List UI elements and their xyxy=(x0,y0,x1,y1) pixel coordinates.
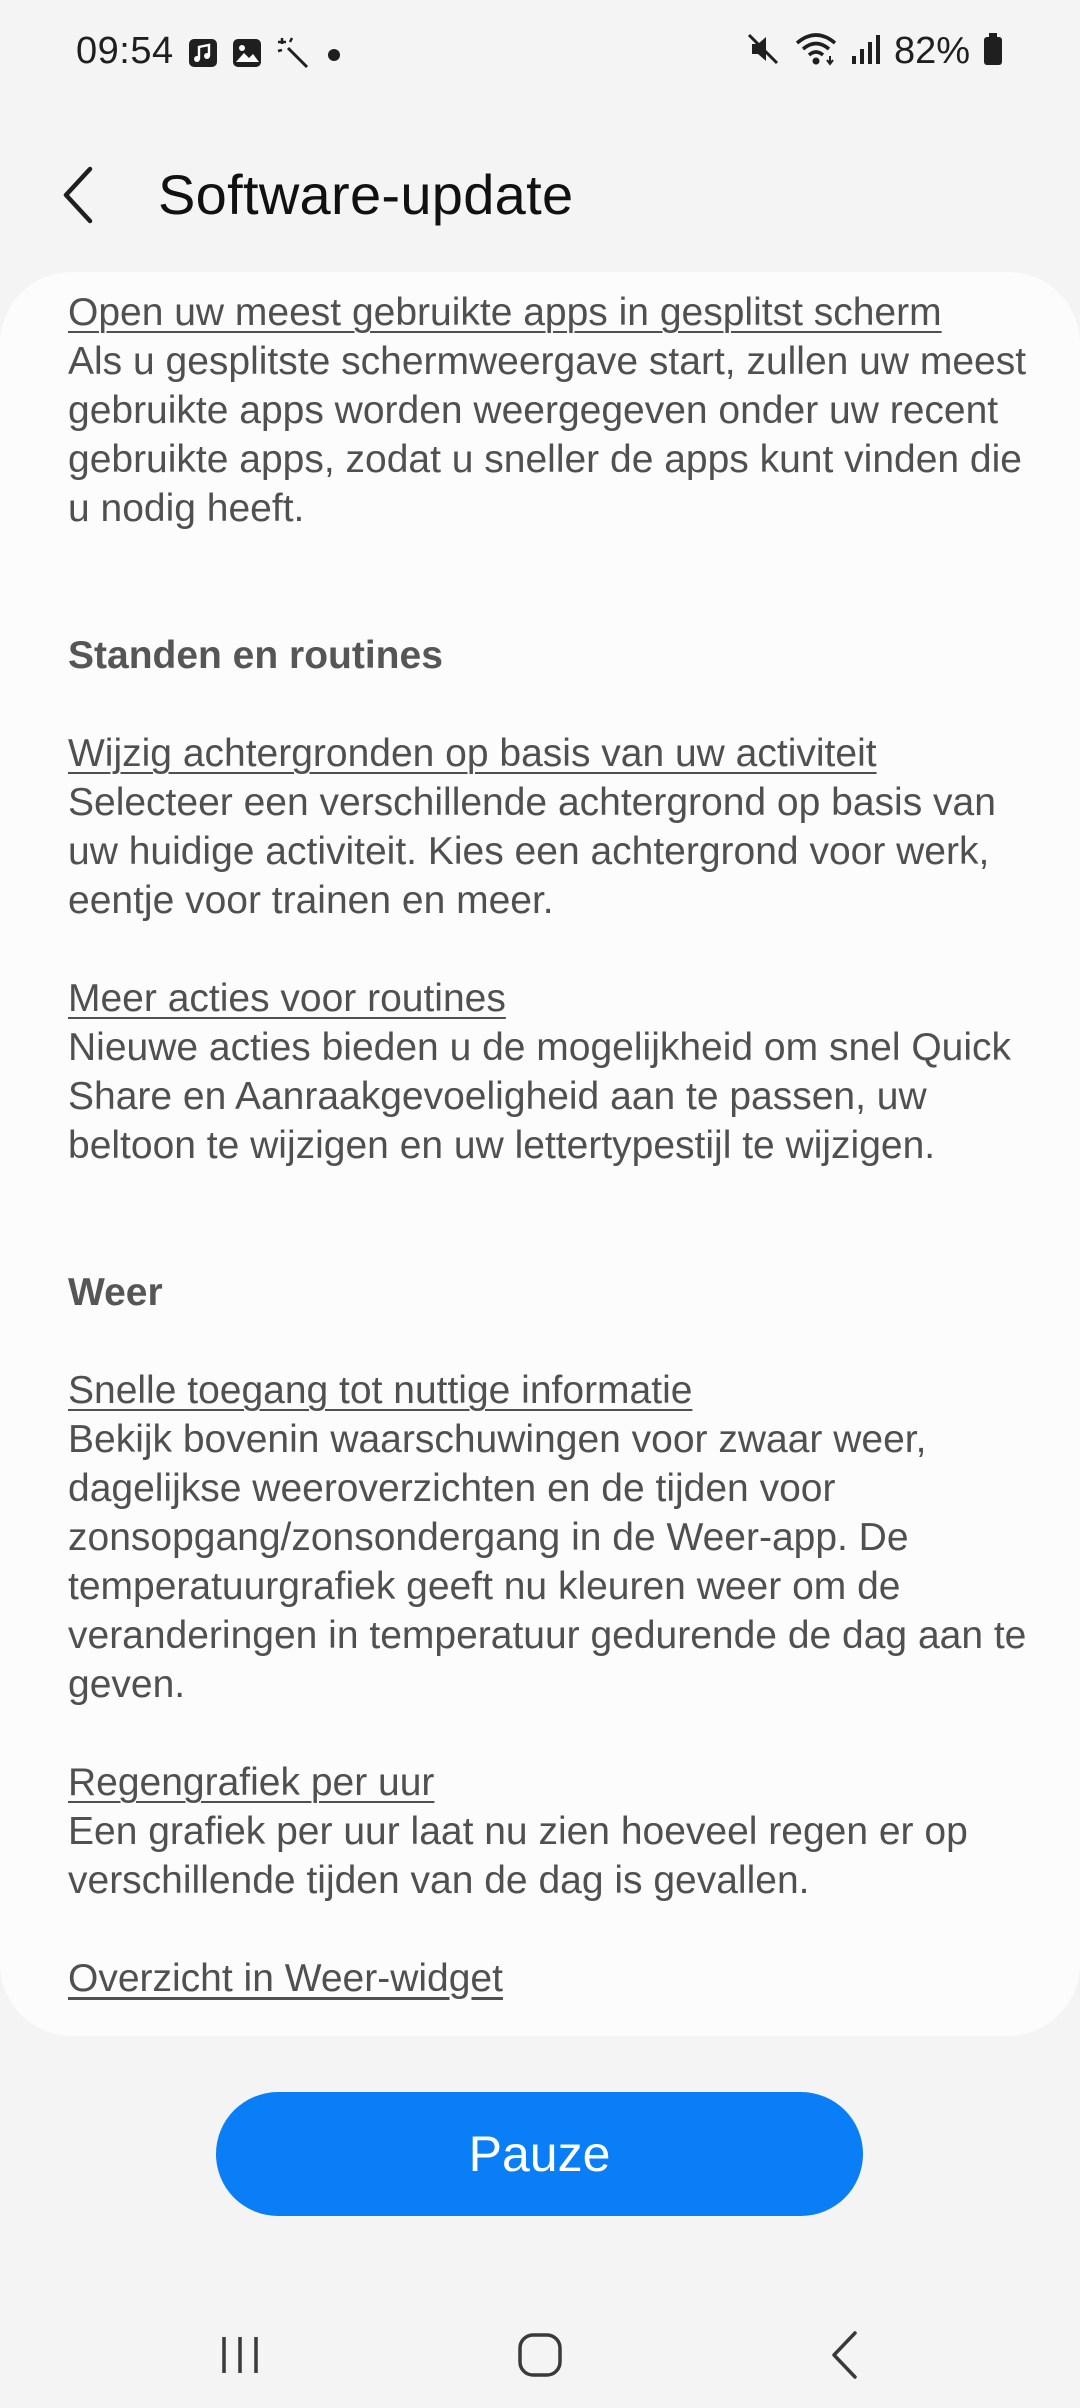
status-time: 09:54 xyxy=(76,30,174,72)
wifi-icon xyxy=(794,30,838,73)
feature-title-weather-widget[interactable]: Overzicht in Weer-widget xyxy=(68,1957,503,2000)
feature-title-wallpapers[interactable]: Wijzig achtergronden op basis van uw activiteit xyxy=(68,732,877,775)
page-title: Software-update xyxy=(158,163,574,226)
recent-apps-icon xyxy=(218,2333,262,2377)
back-nav-icon xyxy=(829,2330,859,2380)
feature-title-quick-access[interactable]: Snelle toegang tot nuttige informatie xyxy=(68,1369,693,1412)
release-notes-card[interactable] xyxy=(0,272,1080,2036)
home-button[interactable] xyxy=(480,2320,600,2390)
header xyxy=(0,140,1080,250)
section-heading-modes-routines: Standen en routines xyxy=(68,634,443,677)
feature-description-split-screen: Als u gesplitste schermweergave start, zullen uw meest gebruikte apps worden weergegeven onder uw recent gebruikte apps, zodat u sneller de apps kunt vinden die u nodig heeft. xyxy=(68,340,1027,530)
feature-description-quick-access: Bekijk bovenin waarschuwingen voor zwaar weer, dagelijkse weeroverzichten en de tijden voor zonsopgang/zonsondergang in de Weer-app. De temperatuurgrafiek geeft nu kleuren weer om de veranderingen in temperatuur gedurende de dag aan te geven. xyxy=(68,1418,1027,1706)
battery-icon xyxy=(982,30,1004,73)
back-nav-button[interactable] xyxy=(784,2320,904,2390)
status-right xyxy=(744,30,1004,73)
battery-percentage: 82% xyxy=(893,30,970,72)
mute-icon xyxy=(744,30,782,73)
feature-title-rain-graph[interactable]: Regengrafiek per uur xyxy=(68,1761,435,1804)
feature-description-routine-actions: Nieuwe acties bieden u de mogelijkheid om snel Quick Share en Aanraakgevoeligheid aan te passen, uw beltoon te wijzigen en uw lettertypestijl te wijzigen. xyxy=(68,1026,1012,1167)
status-left-icons xyxy=(188,36,344,75)
gallery-icon xyxy=(232,38,262,73)
section-heading-weather: Weer xyxy=(68,1271,163,1314)
back-button[interactable] xyxy=(48,160,108,230)
feature-title-split-screen[interactable]: Open uw meest gebruikte apps in gesplitst scherm xyxy=(68,291,942,334)
feature-title-routine-actions[interactable]: Meer acties voor routines xyxy=(68,977,506,1020)
magic-wand-icon xyxy=(276,36,310,75)
signal-icon xyxy=(850,30,882,73)
feature-description-rain-graph: Een grafiek per uur laat nu zien hoeveel regen er op verschillende tijden van de dag is gevallen. xyxy=(68,1810,968,1902)
recent-apps-button[interactable] xyxy=(180,2320,300,2390)
chevron-left-icon xyxy=(60,165,96,225)
release-notes-content xyxy=(68,288,1028,2003)
feature-description-wallpapers: Selecteer een verschillende achtergrond op basis van uw huidige activiteit. Kies een achtergrond voor werk, eentje voor trainen en meer. xyxy=(68,781,996,922)
navigation-bar xyxy=(0,2300,1080,2408)
status-bar xyxy=(0,0,1080,110)
music-note-icon xyxy=(188,38,218,73)
home-icon xyxy=(516,2331,564,2379)
dot-icon xyxy=(324,38,344,73)
pause-button[interactable]: Pauze xyxy=(216,2092,863,2216)
